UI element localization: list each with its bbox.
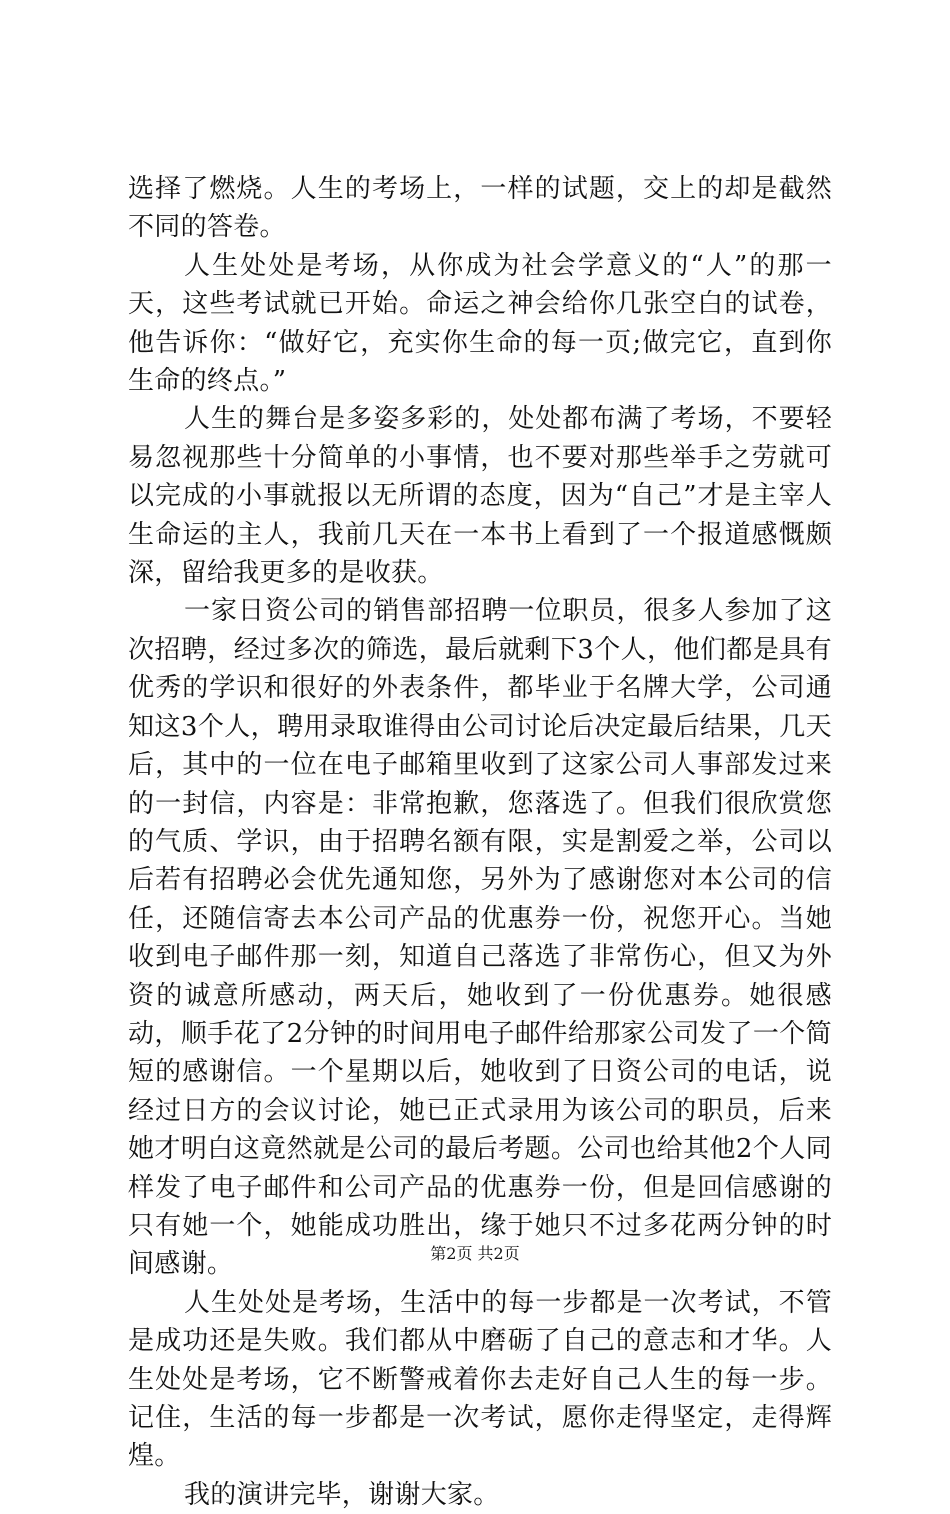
page-number-footer: 第2页 共2页	[430, 1244, 520, 1263]
paragraph-3: 人生的舞台是多姿多彩的，处处都布满了考场，不要轻易忽视那些十分简单的小事情，也不要对那些举手之劳就可以完成的小事就报以无所谓的态度，因为“自己”才是主宰人生命运的主人，我前几天在一本书上看到了一个报道感慨颇深，留给我更多的是收获。	[128, 404, 832, 589]
paragraph-1: 选择了燃烧。人生的考场上，一样的试题，交上的却是截然不同的答卷。	[128, 174, 832, 243]
document-body	[128, 170, 832, 1514]
paragraph-5: 人生处处是考场，生活中的每一步都是一次考试，不管是成功还是失败。我们都从中磨砺了自己的意志和才华。人生处处是考场，它不断警戒着你去走好自己人生的每一步。记住，生活的每一步都是一次考试，愿你走得坚定，走得辉煌。	[128, 1287, 832, 1472]
paragraph-4: 一家日资公司的销售部招聘一位职员，很多人参加了这次招聘，经过多次的筛选，最后就剩下3个人，他们都是具有优秀的学识和很好的外表条件，都毕业于名牌大学，公司通知这3个人，聘用录取谁得由公司讨论后决定最后结果，几天后，其中的一位在电子邮箱里收到了这家公司人事部发过来的一封信，内容是：非常抱歉，您落选了。但我们很欣赏您的气质、学识，由于招聘名额有限，实是割爱之举，公司以后若有招聘必会优先通知您，另外为了感谢您对本公司的信任，还随信寄去本公司产品的优惠券一份，祝您开心。当她收到电子邮件那一刻，知道自己落选了非常伤心，但又为外资的诚意所感动，两天后，她收到了一份优惠券。她很感动，顺手花了2分钟的时间用电子邮件给那家公司发了一个简短的感谢信。一个星期以后，她收到了日资公司的电话，说经过日方的会议讨论，她已正式录用为该公司的职员，后来她才明白这竟然就是公司的最后考题。公司也给其他2个人同样发了电子邮件和公司产品的优惠券一份，但是回信感谢的只有她一个，她能成功胜出，缘于她只不过多花两分钟的时间感谢。	[128, 596, 832, 1280]
paragraph-6: 我的演讲完毕，谢谢大家。	[184, 1479, 500, 1510]
paragraph-2: 人生处处是考场，从你成为社会学意义的“人”的那一天，这些考试就已开始。命运之神会给你几张空白的试卷，他告诉你：“做好它，充实你生命的每一页;做完它，直到你生命的终点。”	[128, 250, 832, 397]
